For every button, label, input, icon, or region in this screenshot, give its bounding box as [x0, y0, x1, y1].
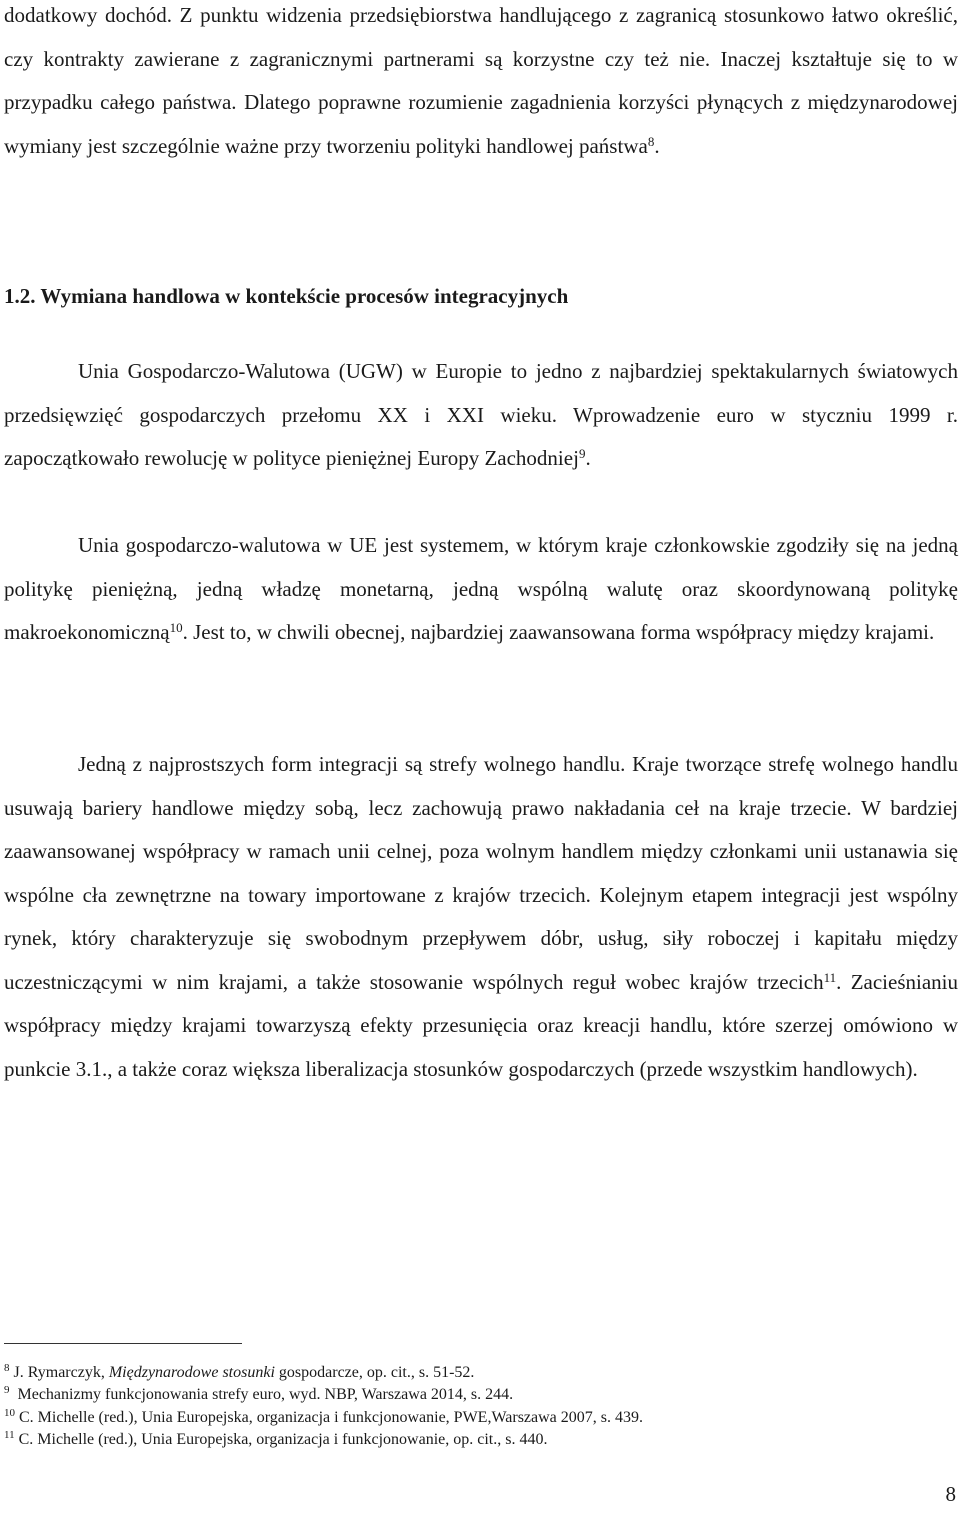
document-page [4, 0, 958, 1515]
body-paragraph-2 [4, 524, 958, 655]
footnote-ref-9[interactable]: 9 [578, 446, 586, 461]
footnote-text: C. Michelle (red.), Unia Europejska, organizacja i funkcjonowanie, PWE,Warszawa 2007, s. 439. [19, 1408, 643, 1426]
footnote-ref-8[interactable]: 8 [647, 133, 655, 149]
intro-text: dodatkowy dochód. Z punktu widzenia przedsiębiorstwa handlującego z zagranicą stosunkowo łatwo określić, czy kontrakty zawierane z zagranicznymi partnerami są korzystne czy też nie. Inaczej kształtuje się to w przypadku całego państwa. Dlatego poprawne rozumienie zagadnienia korzyści płynących z międzynarodowej wymiany jest szczególnie ważne przy tworzeniu polityki handlowej państwa [4, 3, 958, 158]
paragraph-text: Unia gospodarczo-walutowa w UE jest systemem, w którym kraje członkowskie zgodziły się na jedną politykę pieniężną, jedną władzę monetarną, jedną wspólną walutę oraz skoordynowaną politykę makroekonomiczną [4, 533, 958, 644]
section-heading: 1.2. Wymiana handlowa w kontekście procesów integracyjnych [4, 284, 569, 308]
intro-tail: . [654, 133, 660, 158]
footnote-text: Mechanizmy funkcjonowania strefy euro, wyd. NBP, Warszawa 2014, s. 244. [17, 1386, 514, 1404]
body-paragraph-1 [4, 350, 958, 481]
footnote-11 [4, 1429, 958, 1451]
footnote-8 [4, 1362, 958, 1384]
footnote-title-italic: Międzynarodowe stosunki [108, 1364, 275, 1381]
footnote-ref-11[interactable]: 11 [823, 969, 837, 985]
paragraph-text: Unia Gospodarczo-Walutowa (UGW) w Europie to jedno z najbardziej spektakularnych światowych przedsięwzięć gospodarczych przełomu XX i XXI wieku. Wprowadzenie euro w styczniu 1999 r. zapoczątkowało rewolucję w polityce pieniężnej Europy Zachodniej [4, 359, 958, 470]
footnote-separator [4, 1343, 242, 1344]
footnote-text: J. Rymarczyk, [13, 1364, 109, 1381]
footnote-9 [4, 1384, 958, 1406]
footnotes-list [4, 1362, 958, 1451]
footnote-10 [4, 1407, 958, 1429]
paragraph-text: Jedną z najprostszych form integracji są strefy wolnego handlu. Kraje tworzące strefę wolnego handlu usuwają bariery handlowe między sobą, lecz zachowują prawo nakładania ceł na kraje trzecie. W bardziej zaawansowanej współpracy w ramach unii celnej, poza wolnym handlem między członkami unii ustanawia się wspólne cła zewnętrzne na towary importowane z krajów trzecich. Kolejnym etapem integracji jest wspólny rynek, który charakteryzuje się swobodnym przepływem dóbr, usług, siły roboczej i kapitału między uczestniczącymi w nim krajami, a także stosowanie wspólnych reguł wobec krajów trzecich [4, 752, 958, 994]
footnote-ref-10[interactable]: 10 [169, 620, 183, 635]
paragraph-tail: . [585, 446, 591, 470]
footnote-number: 8 [4, 1362, 10, 1374]
body-paragraph-3 [4, 743, 958, 1091]
footnote-number: 10 [4, 1406, 15, 1419]
footnote-number: 11 [4, 1428, 15, 1441]
footnote-text-tail: gospodarcze, op. cit., s. 51-52. [274, 1364, 475, 1381]
paragraph-tail: . Jest to, w chwili obecnej, najbardziej zaawansowana forma współpracy między krajami. [182, 620, 935, 644]
paragraph-tail: . Zacieśnianiu współpracy między krajami towarzyszą efekty przesunięcia oraz kreacji handlu, które szerzej omówiono w punkcie 3.1., a także coraz większa liberalizacja stosunków gospodarczych (przede wszystkim handlowych). [4, 969, 959, 1081]
footnote-number: 9 [4, 1384, 10, 1397]
intro-paragraph [4, 0, 958, 168]
footnote-text: C. Michelle (red.), Unia Europejska, organizacja i funkcjonowanie, op. cit., s. 440. [18, 1430, 548, 1448]
page-number: 8 [945, 1482, 956, 1506]
